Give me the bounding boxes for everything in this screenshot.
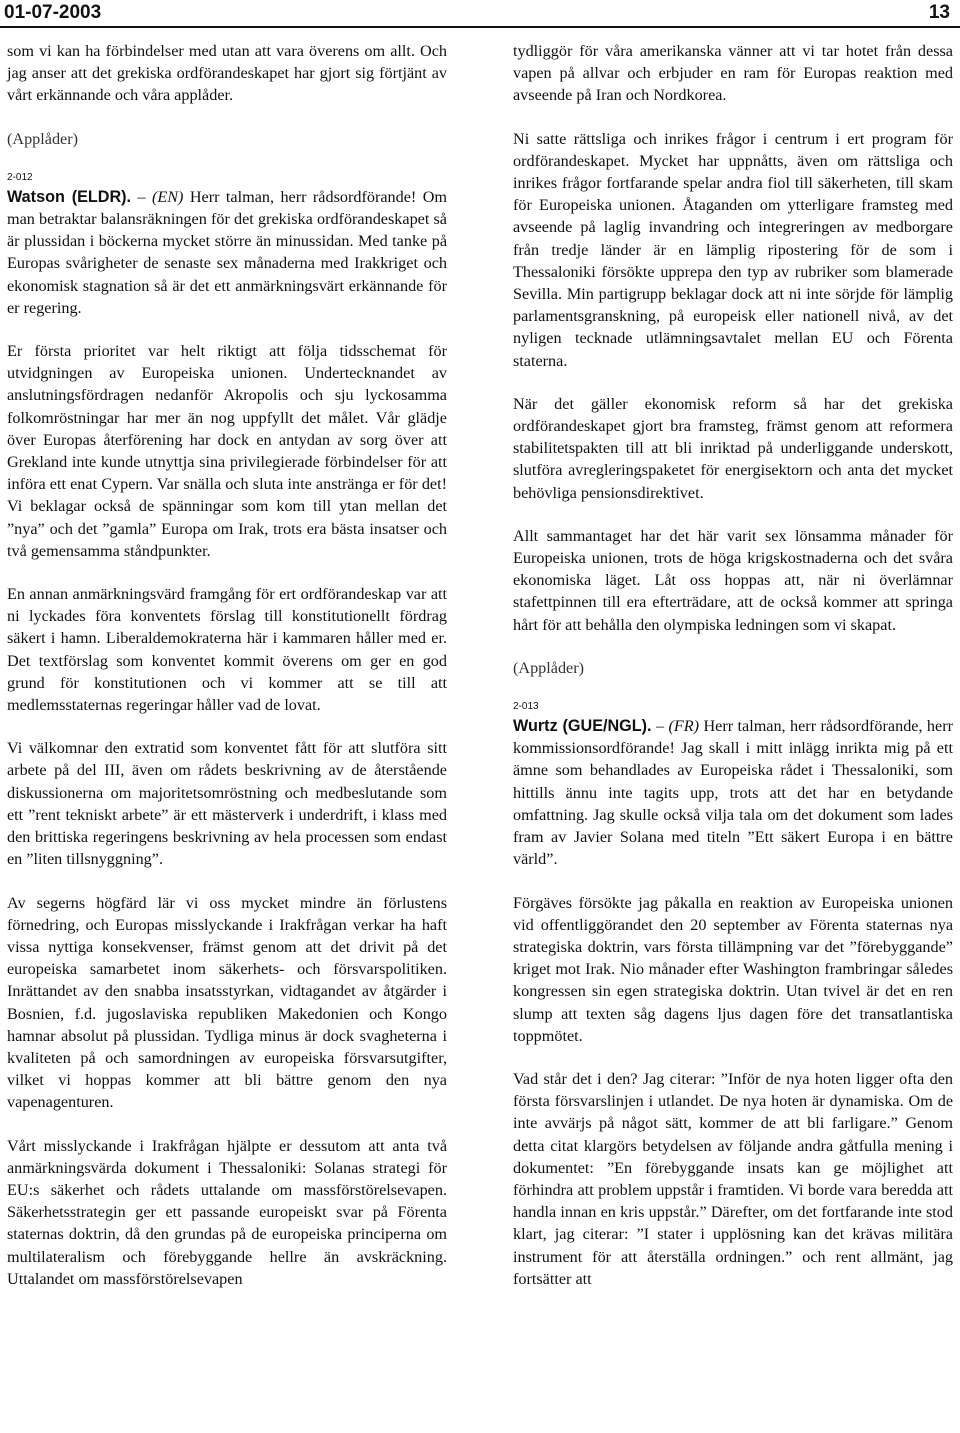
language-tag: (FR) xyxy=(668,717,700,736)
speaker-dash: – xyxy=(131,187,152,206)
paragraph: Er första prioritet var helt riktigt att följa tidsschemat för utvidgningen av Europeiska unionen. Undertecknandet av anslutningsfördragen nedanför Akropolis och sju lyckosamma folkomröstningar har mer än nog uppfyllt det målet. Vår glädje över Europas återförening har dock en antydan av sorg över att Grekland inte kunde utnyttja sina privilegierade förbindelser för att införa ett enat Cypern. Var snälla och sluta inte anstränga er för det! Vi beklagar också de spänningar som kom till ytan mellan det ”nya” och det ”gamla” Europa om Irak, trots era bästa insatser och två gemensamma ståndpunkter. xyxy=(7,342,447,560)
right-column xyxy=(513,40,953,1311)
speaker-name: Wurtz (GUE/NGL). xyxy=(513,717,652,736)
speaker-dash: – xyxy=(651,717,669,736)
left-column xyxy=(7,40,447,1311)
paragraph: Vad står det i den? Jag citerar: ”Inför de nya hoten ligger ofta den första försvarslinjen i utlandet. De nya hoten är dynamiska. Om de inte avvärjs på något sätt, kommer de att bli farligare.” Genom detta citat klargörs betydelsen av följande andra gåtfulla mening i dokumentet: ”En förebyggande insats kan ge möjlighet att förhindra att problem uppstår i framtiden. Vi borde vara beredda att handla innan en kris uppstår.” Därefter, om det fortfarande inte stod klart, jag citerar: ”I stater i upplösning kan det krävas militära instrument för att återställa ordningen.” och rent allmänt, jag fortsätter att xyxy=(513,1069,953,1288)
page-header xyxy=(0,0,960,28)
paragraph: Vi välkomnar den extratid som konventet fått för att slutföra sitt arbete på del III, även om rådets beskrivning av de återstående diskussionerna om majoritetsomröstning och medbeslutande som ett ”rent tekniskt arbete” är ett mästerverk i underdrift, i klass med den brittiska regeringens beskrivning av hela processen som endast en ”liten tillsnyggning”. xyxy=(7,739,447,869)
speech-text: Herr talman, herr rådsordförande! Om man betraktar balansräkningen för det grekiska ordförandeskapet så är plussidan i böckerna mycket större än minussidan. Med tanke på Europas svårigheter de senaste sex månaderna med Irakkriget och ekonomisk stagnation så är det ett anmärkningsvärt erkännande för er regering. xyxy=(7,187,447,317)
paragraph: Allt sammantaget har det här varit sex lönsamma månader för Europeiska unionen, trots de höga krigskostnaderna och det svåra ekonomiska läget. Låt oss hoppas att, när ni överlämnar stafettpinnen till era efterträdare, att de också kommer att springa hårt för att behålla den olympiska ledningen som vi skapat. xyxy=(513,526,953,634)
paragraph: När det gäller ekonomisk reform så har det grekiska ordförandeskapet gjort bra framsteg, främst genom att reformera stabilitetspakten till att bli inriktad på underliggande underskott, slutföra avregleringspaketet för energisektorn och anta det mycket behövliga pensionsdirektivet. xyxy=(513,394,953,502)
speech-opening xyxy=(513,715,953,870)
applause-note: (Applåder) xyxy=(513,658,585,677)
applause-note: (Applåder) xyxy=(7,129,79,148)
paragraph: tydliggör för våra amerikanska vänner att vi tar hotet från dessa vapen på allvar och erbjuder en ram för Europas reaktion med avseende på Iran och Nordkorea. xyxy=(513,42,953,105)
speaker-name: Watson (ELDR). xyxy=(7,187,132,206)
paragraph: En annan anmärkningsvärd framgång för ert ordförandeskap var att ni lyckades föra konventets förslag till konstitutionellt fördrag säkert i hamn. Liberaldemokraterna här i kammaren håller med er. Det textförslag som konventet kommit överens om ger en god grund för konstitutionen och vi kommer att se till att medlemsstaternas regeringar håller vad de lovat. xyxy=(7,585,447,715)
item-number: 2-013 xyxy=(513,701,539,713)
paragraph: Av segerns högfärd lär vi oss mycket mindre än förlustens förnedring, och Europas misslyckande i Irakfrågan verkar ha haft vissa nyttiga konsekvenser, främst genom att det drivit på det europeiska samarbetet inom säkerhets- och försvarspolitiken. Inrättandet av den snabba insatsstyrkan, vidtagandet av åtgärder i Bosnien, f.d. jugoslaviska republiken Makedonien och Kongo hamnar absolut på plussidan. Tydliga minus är dock svagheterna i kvaliteten på och samordningen av europeiska försvarsutgifter, vilket vi hoppas kommer att bli bättre genom den nya vapenagenturen. xyxy=(7,893,447,1112)
header-rule xyxy=(0,26,960,28)
item-number: 2-012 xyxy=(7,171,33,183)
paragraph: Förgäves försökte jag påkalla en reaktion av Europeiska unionen vid offentliggörandet den 20 september av Förenta staternas nya strategiska doktrin, vars första tillämpning var det ”förebyggande” kriget mot Irak. Nio månader efter Washington frambringar således kongressen sin egen strategiska doktrin. Utan tvivel är det en ren slump att texten såg dagens ljus dagen före det transatlantiska toppmötet. xyxy=(513,893,953,1045)
language-tag: (EN) xyxy=(151,187,184,206)
page-number: 13 xyxy=(928,2,950,23)
speech-opening xyxy=(7,186,447,319)
paragraph: Ni satte rättsliga och inrikes frågor i centrum i ert program för ordförandeskapet. Mycket har uppnåtts, även om rättsliga och inrikes frågor fortfarande spelar andra fiol till säkerheten, till skam för Europeiska unionen. Åtaganden om ytterligare framsteg med avseende på laglig invandring och integreringen av medborgare från tredje länder är en lämplig ripostering för de som i Thessaloniki försökte upprepa den typ av rubriker som blamerade Sevilla. Min partigrupp beklagar dock att ni inte sörjde för lämplig parlamentsgranskning, på europeisk eller nationell nivå, av det nyligen tecknade utlämningsavtalet mellan EU och Förenta staterna. xyxy=(513,129,953,370)
paragraph: som vi kan ha förbindelser med utan att vara överens om allt. Och jag anser att det grekiska ordförandeskapet har gjort sig förtjänt av vårt erkännande och våra applåder. xyxy=(7,42,447,105)
speech-text: Herr talman, herr rådsordförande, herr kommissionsordförande! Jag skall i mitt inlägg inrikta mig på ett ämne som behandlades av Europeiska rådet i Thessaloniki, som hittills ännu inte tagits upp, trots att det har en betydande omfattning. Jag skulle också vilja tala om det dokument som lades fram av Javier Solana med titeln ”Ett säkert Europa i en bättre värld”. xyxy=(513,717,953,869)
paragraph: Vårt misslyckande i Irakfrågan hjälpte er dessutom att anta två anmärkningsvärda dokument i Thessaloniki: Solanas strategi för EU:s säkerhet och rådets uttalande om massförstörelsevapen. Säkerhetsstrategin ger ett passande europeiskt svar på Förenta staternas doktrin, då den grundas på de europeiska principerna om multilateralism och förebyggande hellre än avskräckning. Uttalandet om massförstörelsevapen xyxy=(7,1136,447,1288)
session-date: 01-07-2003 xyxy=(4,2,102,23)
